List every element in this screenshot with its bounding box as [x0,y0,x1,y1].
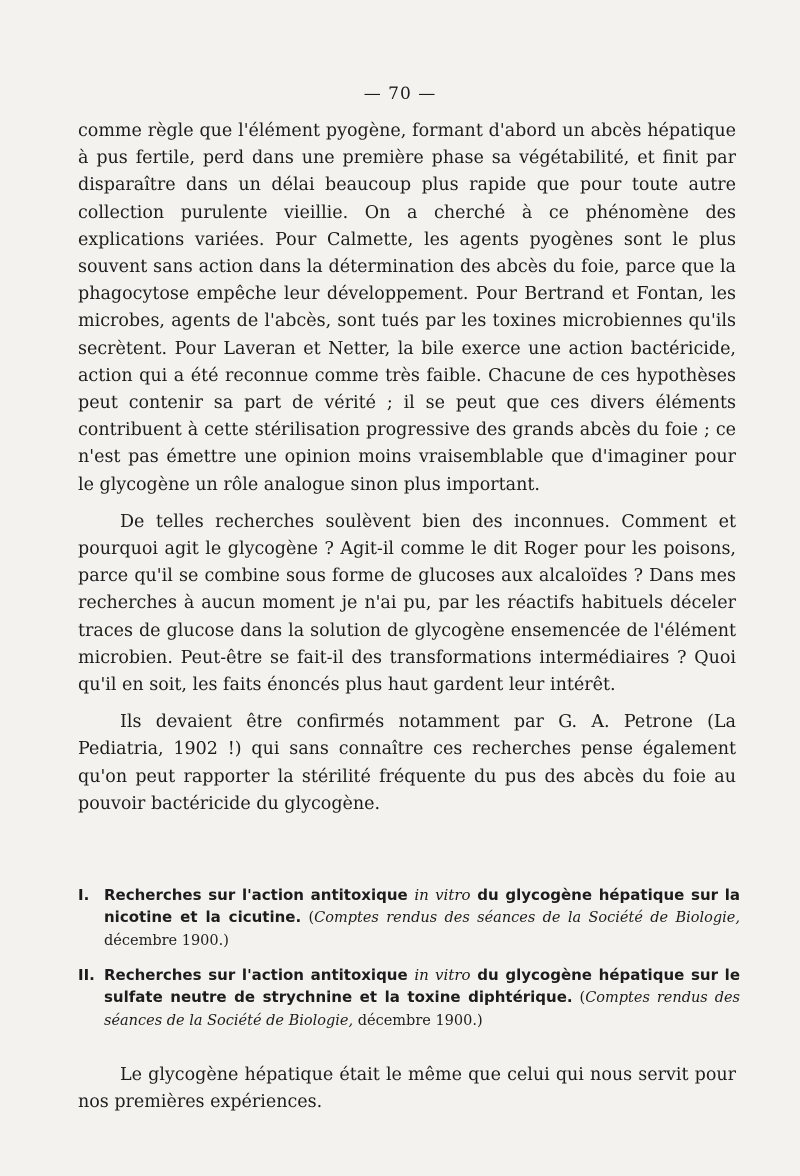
footnote-2 [78,964,740,1032]
footnote-1 [78,884,740,952]
footnotes [78,884,740,1032]
paragraph: Ils devaient être confirmés notamment par G. A. Petrone (La Pediatria, 1902 !) qui sans connaître ces recherches pense également qu'on peut rapporter la stérilité fréquente du pus des abcès du foie au pouvoir bactéricide du glycogène. [78,712,736,814]
footnote-number: I. [78,886,90,905]
paragraph: comme règle que l'élément pyogène, formant d'abord un abcès hépatique à pus fertile, perd dans une première phase sa végétabilité, et finit par disparaître dans un délai beaucoup plus rapide que pour toute autre collection purulente vieillie. On a cherché à ce phénomène des explications variées. Pour Calmette, les agents pyogènes sont le plus souvent sans action dans la détermination des abcès du foie, parce que la phagocytose empêche leur développement. Pour Bertrand et Fontan, les microbes, agents de l'abcès, sont tués par les toxines microbiennes qu'ils secrètent. Pour Laveran et Netter, la bile exerce une action bactéricide, action qui a été reconnue comme très faible. Chacune de ces hypothèses peut contenir sa part de vérité ; il se peut que ces divers éléments contribuent à cette stérilisation progressive des grands abcès du foie ; ce n'est pas émettre une opinion moins vraisemblable que d'imaginer pour le glycogène un rôle analogue sinon plus important. [78,121,736,495]
closing-text [78,1062,736,1116]
footnote-number: II. [78,966,95,985]
footnote-text: Recherches sur l'action antitoxique in vitro du glycogène hépatique sur la nicotine et la cicutine. (Comptes rendus des séances de la Société de Biologie, décembre 1900.) [104,886,740,950]
main-text [78,118,736,818]
page-number: — 70 — [363,84,437,104]
paragraph: Le glycogène hépatique était le même que celui qui nous servit pour nos premières expériences. [78,1065,736,1113]
footnote-text: Recherches sur l'action antitoxique in vitro du glycogène hépatique sur le sulfate neutre de strychnine et la toxine diphtérique. (Comptes rendus des séances de la Société de Biologie, décembre 1900.) [104,966,740,1030]
paragraph: De telles recherches soulèvent bien des inconnues. Comment et pourquoi agit le glycogène ? Agit-il comme le dit Roger pour les poisons, parce qu'il se combine sous forme de glucoses aux alcaloïdes ? Dans mes recherches à aucun moment je n'ai pu, par les réactifs habituels déceler traces de glucose dans la solution de glycogène ensemencée de l'élément microbien. Peut-être se fait-il des transformations intermédiaires ? Quoi qu'il en soit, les faits énoncés plus haut gardent leur intérêt. [78,511,736,696]
